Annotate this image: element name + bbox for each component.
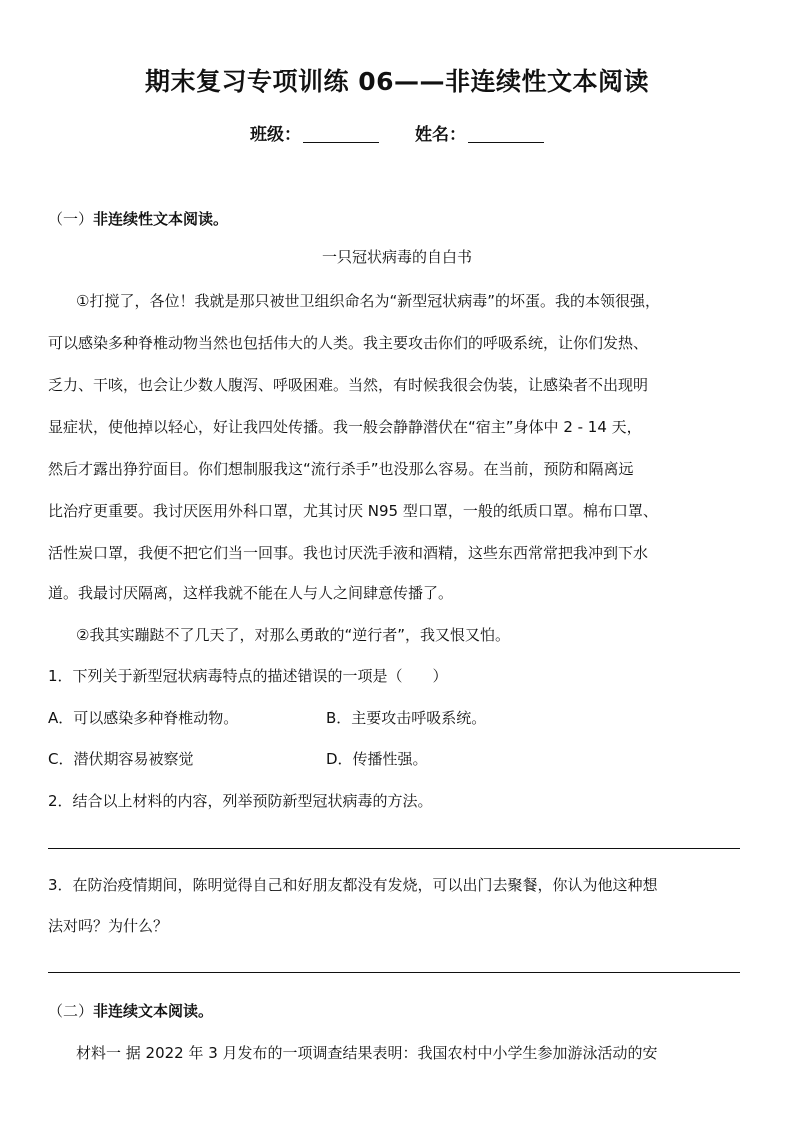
section1-heading-text: 非连续性文本阅读。 [93, 210, 229, 228]
passage-line-2: 可以感染多种脊椎动物当然也包括伟大的人类。我主要攻击你们的呼吸系统，让你们发热、 [48, 334, 649, 352]
name-blank[interactable] [468, 124, 544, 143]
section1-heading [48, 208, 228, 229]
passage-line-8: 道。我最讨厌隔离，这样我就不能在人与人之间肆意传播了。 [48, 584, 454, 602]
section1-number: （一） [48, 210, 94, 228]
section2-heading-text: 非连续文本阅读。 [93, 1002, 214, 1020]
question-3-line-1: 3．在防治疫情期间，陈明觉得自己和好朋友都没有发烧，可以出门去聚餐，你认为他这种想 [48, 876, 658, 894]
question-2: 2．结合以上材料的内容，列举预防新型冠状病毒的方法。 [48, 792, 433, 810]
passage-line-7: 活性炭口罩，我便不把它们当一回事。我也讨厌洗手液和酒精，这些东西常常把我冲到下水 [48, 544, 649, 562]
passage-line-5: 然后才露出狰狞面目。你们想制服我这“流行杀手”也没那么容易。在当前，预防和隔离远 [48, 460, 634, 478]
answer-line-q3[interactable] [48, 972, 740, 973]
student-info-line [0, 120, 794, 145]
question-1: 1．下列关于新型冠状病毒特点的描述错误的一项是（ ） [48, 667, 448, 685]
answer-line-q2[interactable] [48, 848, 740, 849]
section2-number: （二） [48, 1002, 94, 1020]
question-3-line-2: 法对吗？为什么？ [48, 917, 169, 935]
passage-line-9: ②我其实蹦跶不了几天了，对那么勇敢的“逆行者”，我又恨又怕。 [76, 626, 510, 644]
option-d[interactable]: D．传播性强。 [326, 750, 428, 768]
option-a[interactable]: A．可以感染多种脊椎动物。 [48, 709, 239, 727]
material-1-line: 材料一 据 2022 年 3 月发布的一项调查结果表明：我国农村中小学生参加游泳活动的安 [76, 1044, 658, 1062]
section2-heading [48, 1000, 213, 1021]
class-label: 班级： [250, 125, 301, 145]
page-title: 期末复习专项训练 06——非连续性文本阅读 [145, 67, 649, 96]
passage-line-3: 乏力、干咳，也会让少数人腹泻、呼吸困难。当然，有时候我很会伪装，让感染者不出现明 [48, 376, 649, 394]
passage-line-4: 显症状，使他掉以轻心，好让我四处传播。我一般会静静潜伏在“宿主”身体中 2 - 14 天， [48, 418, 642, 436]
option-b[interactable]: B．主要攻击呼吸系统。 [326, 709, 487, 727]
passage-line-6: 比治疗更重要。我讨厌医用外科口罩，尤其讨厌 N95 型口罩，一般的纸质口罩。棉布口罩、 [48, 502, 658, 520]
option-c[interactable]: C．潜伏期容易被察觉 [48, 750, 194, 768]
passage-line-1: ①打搅了，各位！我就是那只被世卫组织命名为“新型冠状病毒”的坏蛋。我的本领很强， [76, 292, 660, 310]
name-label: 姓名： [415, 125, 466, 145]
class-blank[interactable] [303, 124, 379, 143]
passage-title: 一只冠状病毒的自白书 [321, 248, 472, 266]
